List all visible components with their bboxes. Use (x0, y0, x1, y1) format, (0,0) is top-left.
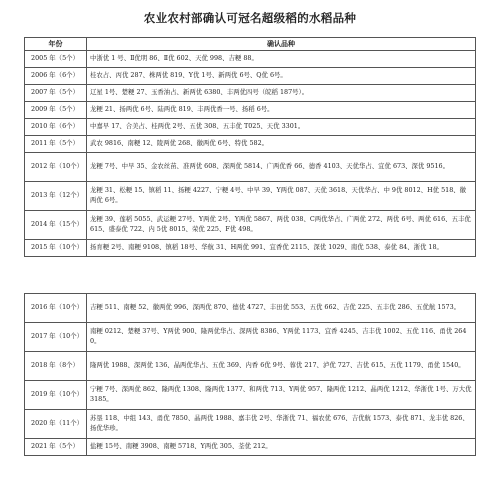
varieties-cell: 龙粳 39、莲稻 5055、武运粳 27号、Y两优 2号、Y两优 5867、两优 038、C两优华占、广两优 272、两优 6号、两优 616、五丰优 615、盛泰优 722、内 5优 8015、荣优 225、F优 498。 (87, 211, 476, 240)
header-varieties: 确认品种 (87, 38, 476, 51)
year-cell: 2017 年（10个） (25, 323, 87, 352)
table-row (25, 439, 476, 456)
varieties-cell: 中嘉早 17、合美占、桂两优 2号、五优 308、五丰优 T025、天优 3301。 (87, 119, 476, 136)
varieties-cell: 苏垦 118、中组 143、甬优 7850、晶两优 1988、嘉丰优 2号、华浙优 71、福农优 676、吉优航 1573、泰优 871、龙丰优 826、扬优华珍。 (87, 410, 476, 439)
varieties-cell: 龙粳 21、扬两优 6号、陆两优 819、丰两优香一号、扬稻 6号。 (87, 102, 476, 119)
year-cell: 2011 年（5个） (25, 136, 87, 153)
table-row (25, 294, 476, 323)
varieties-cell: 扬育粳 2号、南粳 9108、镇稻 18号、华航 31、H两优 991、宜香优 2115、深优 1029、南优 538、泰优 84、浙优 18。 (87, 240, 476, 257)
year-cell: 2021 年（5个） (25, 439, 87, 456)
year-cell: 2014 年（15个） (25, 211, 87, 240)
year-cell: 2013 年（12个） (25, 182, 87, 211)
page-title: 农业农村部确认可冠名超级稻的水稻品种 (143, 11, 357, 25)
year-cell: 2006 年（6个） (25, 68, 87, 85)
varieties-table-1 (24, 37, 476, 257)
varieties-cell: 武农 9816、南粳 12、陵两优 268、徽两优 6号、特优 582。 (87, 136, 476, 153)
varieties-table-2 (24, 293, 476, 456)
table-row (25, 51, 476, 68)
table-row (25, 85, 476, 102)
year-cell: 2007 年（5个） (25, 85, 87, 102)
varieties-cell: 吉粳 511、南粳 52、徽两优 996、深两优 870、德优 4727、丰田优 553、五优 662、吉优 225、五丰优 286、五优航 1573。 (87, 294, 476, 323)
varieties-cell: 南粳 0212、楚粳 37号、Y两优 900、隆两优华占、深两优 8386、Y两优 1173、宜香 4245、吉丰优 1002、五优 116、甬优 2640。 (87, 323, 476, 352)
year-cell: 2010 年（6个） (25, 119, 87, 136)
table-row (25, 68, 476, 85)
year-cell: 2020 年（11个） (25, 410, 87, 439)
table-row (25, 136, 476, 153)
varieties-cell: 隆两优 1988、深两优 136、晶两优华占、五优 369、内香 6优 9号、蓉优 217、泸优 727、吉优 615、五优 1179、甬优 1540。 (87, 352, 476, 381)
year-cell: 2016 年（10个） (25, 294, 87, 323)
year-cell: 2018 年（8个） (25, 352, 87, 381)
varieties-cell: 龙粳 7号、中早 35、金农丝苗、准两优 608、深两优 5814、广两优香 66、德香 4103、天优华占、宜优 673、深优 9516。 (87, 153, 476, 182)
table-row (25, 102, 476, 119)
table-row (25, 352, 476, 381)
table-row (25, 323, 476, 352)
table-row (25, 182, 476, 211)
varieties-cell: 盐粳 15号、南粳 3908、南粳 5718、Y两优 305、荃优 212。 (87, 439, 476, 456)
varieties-cell: 龙粳 31、松粳 15、镇稻 11、扬粳 4227、宁粳 4号、中早 39、Y两优 087、天优 3618、天优华占、中 9优 8012、H优 518、徽两优 6号。 (87, 182, 476, 211)
varieties-cell: 宁粳 7号、深两优 862、隆两优 1308、隆两优 1377、和两优 713、Y两优 957、隆两优 1212、晶两优 1212、华浙优 1号、万大优 3185。 (87, 381, 476, 410)
table-row (25, 119, 476, 136)
varieties-cell: 辽星 1号、楚粳 27、玉香油占、新两优 6380、丰两优四号（皖稻 187号）。 (87, 85, 476, 102)
header-year: 年份 (25, 38, 87, 51)
year-cell: 2019 年（10个） (25, 381, 87, 410)
table-row (25, 240, 476, 257)
year-cell: 2009 年（5个） (25, 102, 87, 119)
varieties-cell: 桂农占、丙优 287、株两优 819、Y优 1号、新两优 6号、Q优 6号。 (87, 68, 476, 85)
year-cell: 2015 年（10个） (25, 240, 87, 257)
table-row (25, 153, 476, 182)
table-row (25, 211, 476, 240)
table-row (25, 381, 476, 410)
year-cell: 2005 年（5个） (25, 51, 87, 68)
year-cell: 2012 年（10个） (25, 153, 87, 182)
table-row (25, 410, 476, 439)
varieties-cell: 中浙优 1 号、Ⅱ优明 86、Ⅱ优 602、天优 998、吉粳 88。 (87, 51, 476, 68)
